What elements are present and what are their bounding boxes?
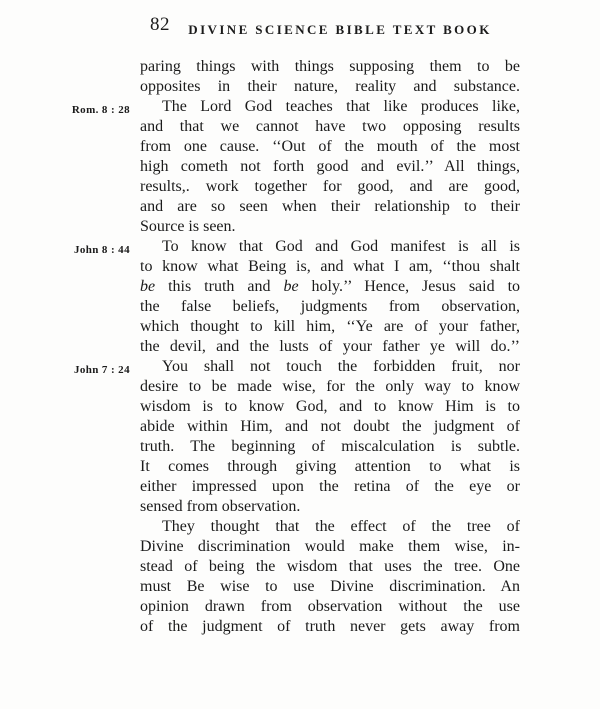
text-line: desire to be made wise, for the only way to know <box>140 378 520 395</box>
paragraph <box>0 237 600 357</box>
margin-reference <box>0 517 140 637</box>
paragraph <box>0 97 600 237</box>
paragraphs <box>0 57 600 637</box>
text-line: wisdom is to know God, and to know Him is to <box>140 398 520 415</box>
text-line: must Be wise to use Divine discrimination. An <box>140 578 520 595</box>
running-title: DIVINE SCIENCE BIBLE TEXT BOOK <box>188 22 492 37</box>
margin-reference: John 7 : 24 <box>73 364 130 376</box>
paragraph <box>0 357 600 517</box>
text-line: Divine discrimination would make them wise, in- <box>140 538 520 555</box>
paragraph-text <box>140 57 520 97</box>
text-line: the devil, and the lusts of your father ye will do.’’ <box>140 338 520 355</box>
text-line: and that we cannot have two opposing results <box>140 118 520 135</box>
margin-reference: Rom. 8 : 28 <box>71 104 130 116</box>
text-line: results,. work together for good, and are good, <box>140 178 520 195</box>
text-line: which thought to kill him, ‘‘Ye are of your father, <box>140 318 520 335</box>
paragraph-text <box>140 517 520 637</box>
text-line: You shall not touch the forbidden fruit, nor <box>162 358 520 375</box>
margin-reference: John 8 : 44 <box>73 244 130 256</box>
text-line: opinion drawn from observation without the use <box>140 598 520 615</box>
text-line: from one cause. ‘‘Out of the mouth of the most <box>140 138 520 155</box>
text-line: high cometh not forth good and evil.’’ All things, <box>140 158 520 175</box>
page-number: 82 <box>150 14 170 35</box>
text-line: It comes through giving attention to what is <box>140 458 520 475</box>
text-line: They thought that the effect of the tree of <box>162 518 520 535</box>
margin-reference <box>0 57 140 97</box>
text-line: abide within Him, and not doubt the judgment of <box>140 418 520 435</box>
text-line: either impressed upon the retina of the eye or <box>140 478 520 495</box>
text-line: truth. The beginning of miscalculation is subtle. <box>140 438 520 455</box>
text-line: paring things with things supposing them to be <box>140 58 520 75</box>
text-line: to know what Being is, and what I am, ‘‘thou shalt <box>140 258 520 275</box>
page-header <box>150 0 530 39</box>
text-line: The Lord God teaches that like produces like, <box>162 98 520 115</box>
text-line: and are so seen when their relationship to their <box>140 198 520 215</box>
text-line: sensed from observation. <box>140 498 301 515</box>
paragraph <box>0 517 600 637</box>
text-line: To know that God and God manifest is all is <box>162 238 520 255</box>
paragraph-text <box>140 97 520 237</box>
text-line: Source is seen. <box>140 218 236 235</box>
text-line: of the judgment of truth never gets away from <box>140 618 520 635</box>
paragraph-text <box>140 237 520 357</box>
text-line: opposites in their nature, reality and substance. <box>140 78 520 95</box>
text-line: stead of being the wisdom that uses the tree. One <box>140 558 520 575</box>
paragraph <box>0 57 600 97</box>
text-line: be this truth and be holy.’’ Hence, Jesus said to <box>140 278 520 295</box>
paragraph-text <box>140 357 520 517</box>
text-line: the false beliefs, judgments from observation, <box>140 298 520 315</box>
